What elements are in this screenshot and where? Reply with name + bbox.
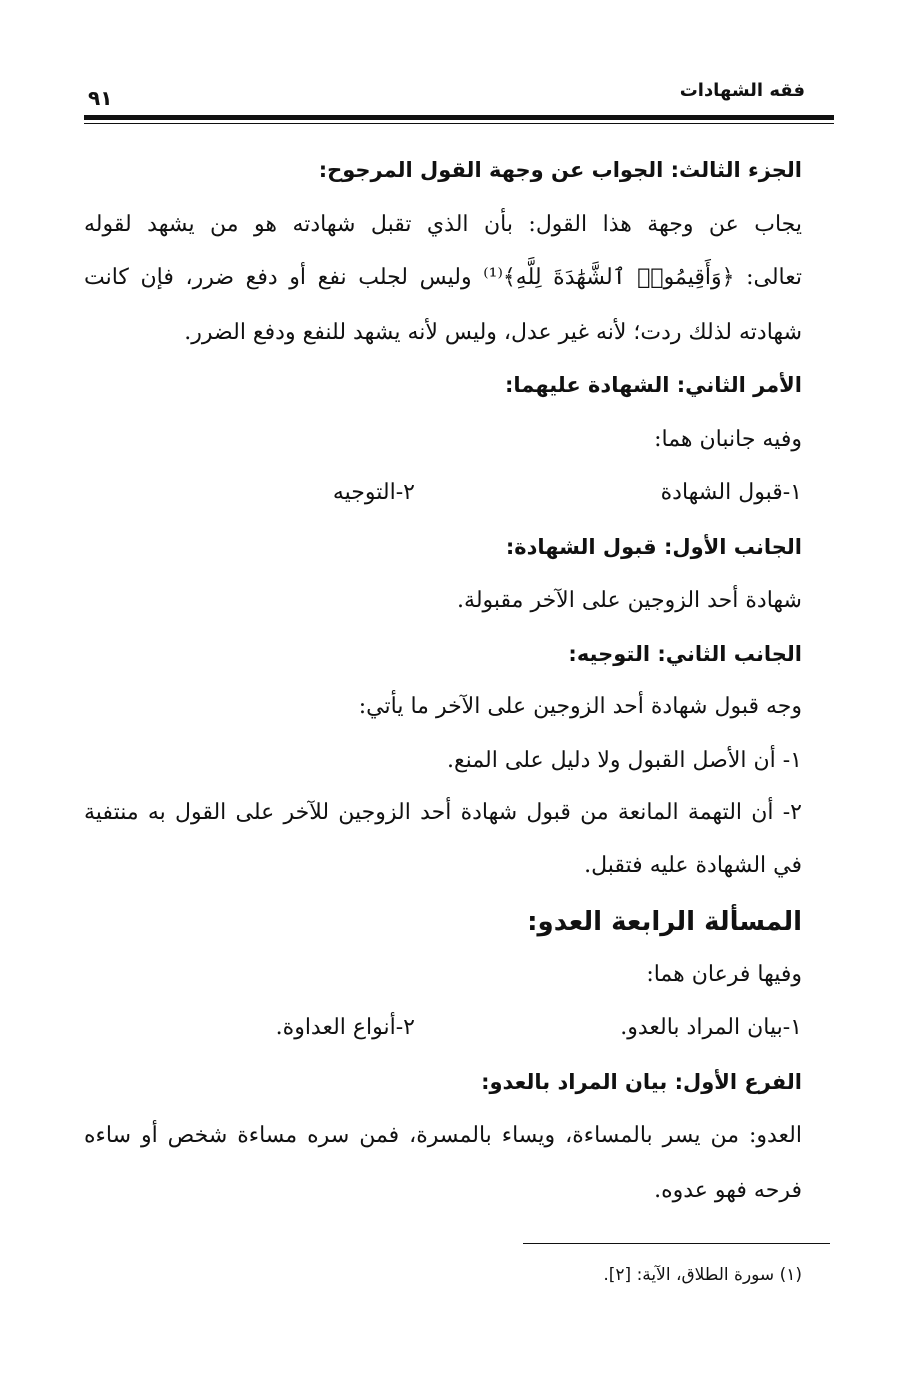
heading-branch-one: الفرع الأول: بيان المراد بالعدو: <box>481 1070 802 1094</box>
running-header-title: فقه الشهادات <box>679 80 805 101</box>
list-item: ١-قبول الشهادة <box>660 480 802 505</box>
heading-part-three: الجزء الثالث: الجواب عن وجهة القول المرجوح: <box>318 158 802 182</box>
paragraph-line: وفيها فرعان هما: <box>646 962 802 987</box>
list-item: ٢-أنواع العداوة. <box>275 1015 415 1040</box>
list-item: ٢- أن التهمة المانعة من قبول شهادة أحد الزوجين للآخر على القول به منتفية <box>84 800 802 825</box>
paragraph-line: يجاب عن وجهة هذا القول: بأن الذي تقبل شهادته هو من يشهد لقوله <box>84 212 802 237</box>
paragraph-line: العدو: من يسر بالمساءة، ويساء بالمسرة، فمن سره مساءة شخص أو ساءه <box>84 1123 802 1148</box>
paragraph-line: وجه قبول شهادة أحد الزوجين على الآخر ما يأتي: <box>358 694 802 719</box>
list-item: ١- أن الأصل القبول ولا دليل على المنع. <box>446 748 802 773</box>
list-item: ٢-التوجيه <box>332 480 415 505</box>
paragraph-line: شهادته لذلك ردت؛ لأنه غير عدل، وليس لأنه يشهد للنفع ودفع الضرر. <box>184 320 802 345</box>
heading-side-one: الجانب الأول: قبول الشهادة: <box>505 535 802 559</box>
paragraph-line: في الشهادة عليه فتقبل. <box>584 853 802 878</box>
header-rule-thick <box>84 115 834 120</box>
page-number: ٩١ <box>88 86 113 110</box>
heading-side-two: الجانب الثاني: التوجيه: <box>568 642 802 666</box>
footnote-rule <box>523 1243 830 1244</box>
list-item: ١-بيان المراد بالعدو. <box>620 1015 802 1040</box>
paragraph-line: شهادة أحد الزوجين على الآخر مقبولة. <box>457 588 802 613</box>
heading-second-matter: الأمر الثاني: الشهادة عليهما: <box>505 373 802 397</box>
footnote: (١) سورة الطلاق، الآية: [٢]. <box>603 1265 802 1285</box>
paragraph-line: تعالى: ﴿وَأَقِيمُوا۟ ٱلشَّهَٰدَةَ لِلَّهِ﴾⁽¹⁾ وليس لجلب نفع أو دفع ضرر، فإن كانت <box>84 265 802 290</box>
heading-issue-four: المسألة الرابعة العدو: <box>527 907 802 937</box>
header-rule-thin <box>84 123 834 124</box>
paragraph-line: وفيه جانبان هما: <box>654 427 802 452</box>
paragraph-line: فرحه فهو عدوه. <box>654 1178 802 1203</box>
